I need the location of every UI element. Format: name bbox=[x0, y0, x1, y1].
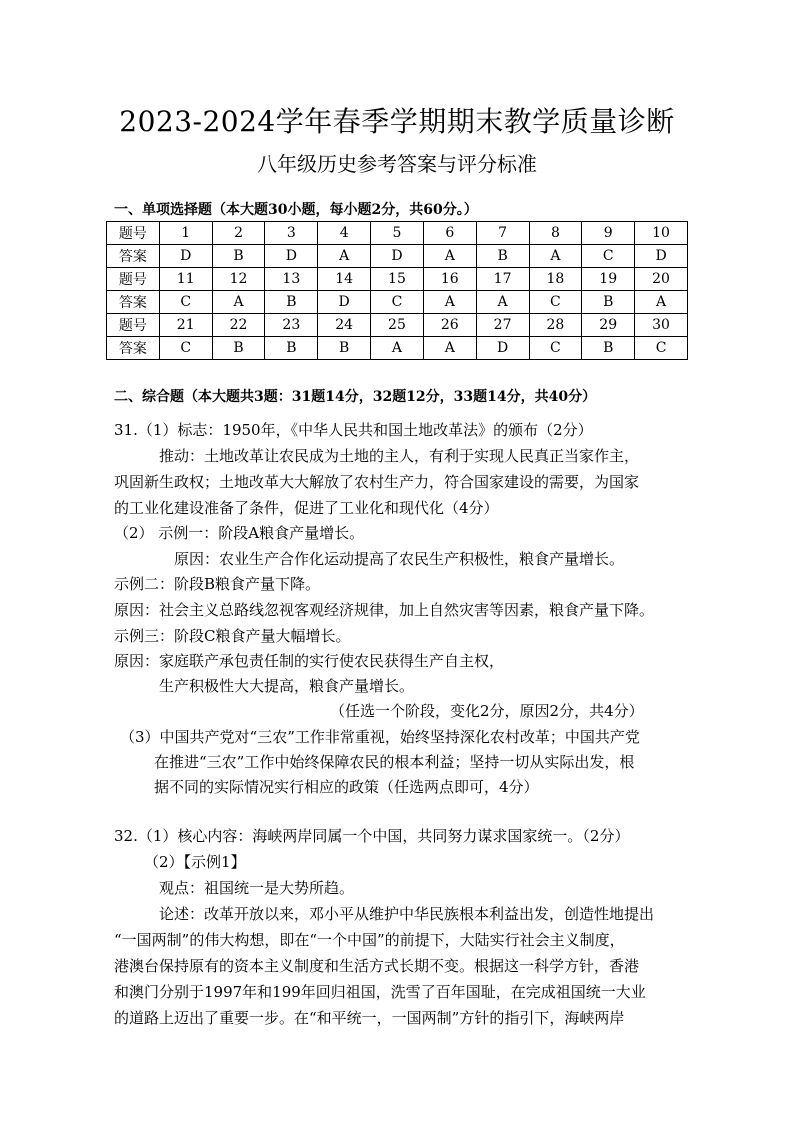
table-cell: 8 bbox=[529, 222, 582, 245]
table-cell: 5 bbox=[371, 222, 424, 245]
table-cell: 20 bbox=[635, 268, 688, 291]
table-cell: C bbox=[529, 291, 582, 314]
table-cell: C bbox=[159, 291, 212, 314]
table-cell: B bbox=[212, 245, 265, 268]
table-cell: 28 bbox=[529, 314, 582, 337]
table-cell: C bbox=[635, 337, 688, 360]
table-cell: B bbox=[582, 337, 635, 360]
table-cell: A bbox=[476, 291, 529, 314]
table-cell: D bbox=[476, 337, 529, 360]
table-cell: D bbox=[265, 245, 318, 268]
table-cell: 18 bbox=[529, 268, 582, 291]
answer-row bbox=[107, 245, 688, 268]
table-cell: 14 bbox=[318, 268, 371, 291]
table-cell: C bbox=[582, 245, 635, 268]
answer-line: 巩固新生政权；土地改革大大解放了农村生产力，符合国家建设的需要，为国家 bbox=[114, 473, 640, 491]
table-cell: 24 bbox=[318, 314, 371, 337]
section-2-heading: 二、综合题（本大题共3题：31题14分，32题12分，33题14分，共40分） bbox=[114, 389, 597, 405]
table-cell: 15 bbox=[371, 268, 424, 291]
table-cell: A bbox=[529, 245, 582, 268]
answer-line: 的工业化建设准备了条件，促进了工业化和现代化（4分） bbox=[114, 499, 499, 517]
q31-part1-line: 31.（1）标志：1950年，《中华人民共和国土地改革法》的颁布（2分） bbox=[114, 421, 593, 439]
table-cell: C bbox=[529, 337, 582, 360]
answer-line: 生产积极性大大提高，粮食产量增长。 bbox=[159, 677, 415, 695]
answer-line: 观点：祖国统一是大势所趋。 bbox=[159, 879, 355, 897]
table-cell: 27 bbox=[476, 314, 529, 337]
q32-part1-line: 32.（1）核心内容：海峡两岸同属一个中国，共同努力谋求国家统一。（2分） bbox=[114, 827, 630, 845]
table-cell: 22 bbox=[212, 314, 265, 337]
table-cell: B bbox=[265, 337, 318, 360]
answer-line: 原因：农业生产合作化运动提高了农民生产积极性，粮食产量增长。 bbox=[174, 550, 625, 568]
table-cell: 21 bbox=[159, 314, 212, 337]
answer-line: 原因：家庭联产承包责任制的实行使农民获得生产自主权， bbox=[114, 652, 505, 670]
answer-line: 原因：社会主义总路线忽视客观经济规律，加上自然灾害等因素，粮食产量下降。 bbox=[114, 601, 655, 619]
table-cell: A bbox=[423, 337, 476, 360]
table-cell: A bbox=[423, 245, 476, 268]
table-cell: B bbox=[318, 337, 371, 360]
table-cell: 17 bbox=[476, 268, 529, 291]
table-cell: 29 bbox=[582, 314, 635, 337]
q31-part2-line: （2） 示例一：阶段A粮食产量增长。 bbox=[114, 524, 365, 542]
answer-line: 论述：改革开放以来，邓小平从维护中华民族根本利益出发，创造性地提出 bbox=[159, 905, 655, 923]
answer-line: 示例三：阶段C粮食产量大幅增长。 bbox=[114, 627, 351, 645]
q31-part3-line: （3）中国共产党对“三农”工作非常重视，始终坚持深化农村改革；中国共产党 bbox=[120, 728, 640, 746]
row-header-cell: 题号 bbox=[107, 222, 160, 245]
answer-table bbox=[106, 221, 688, 360]
table-cell: 12 bbox=[212, 268, 265, 291]
table-cell: 9 bbox=[582, 222, 635, 245]
table-cell: D bbox=[159, 245, 212, 268]
answer-line: 据不同的实际情况实行相应的政策（任选两点即可，4分） bbox=[154, 778, 539, 796]
answer-line: 的道路上迈出了重要一步。在“和平统一，一国两制”方针的指引下，海峡两岸 bbox=[114, 1009, 625, 1027]
table-cell: A bbox=[318, 245, 371, 268]
table-cell: 1 bbox=[159, 222, 212, 245]
table-cell: 2 bbox=[212, 222, 265, 245]
table-cell: 11 bbox=[159, 268, 212, 291]
table-cell: C bbox=[371, 291, 424, 314]
table-cell: 30 bbox=[635, 314, 688, 337]
table-cell: 7 bbox=[476, 222, 529, 245]
page-title: 2023-2024学年春季学期期末教学质量诊断 bbox=[119, 105, 675, 138]
table-cell: A bbox=[635, 291, 688, 314]
table-cell: A bbox=[423, 291, 476, 314]
answer-row bbox=[107, 337, 688, 360]
table-cell: 4 bbox=[318, 222, 371, 245]
answer-line: 推动：土地改革让农民成为土地的主人，有利于实现人民真正当家作主， bbox=[159, 447, 640, 465]
table-cell: D bbox=[635, 245, 688, 268]
page-subtitle: 八年级历史参考答案与评分标准 bbox=[257, 152, 537, 176]
table-cell: 16 bbox=[423, 268, 476, 291]
answer-line: 在推进“三农”工作中始终保障农民的根本利益；坚持一切从实际出发，根 bbox=[154, 753, 635, 771]
table-cell: 3 bbox=[265, 222, 318, 245]
question-number-row bbox=[107, 268, 688, 291]
answer-line: 示例二：阶段B粮食产量下降。 bbox=[114, 575, 321, 593]
answer-line: 和澳门分别于1997年和199年回归祖国，洗雪了百年国耻，在完成祖国统一大业 bbox=[114, 983, 646, 1001]
answer-line: “一国两制”的伟大构想，即在“一个中国”的前提下，大陆实行社会主义制度， bbox=[114, 931, 625, 949]
section-1-heading: 一、单项选择题（本大题30小题，每小题2分，共60分。） bbox=[114, 202, 478, 218]
table-cell: C bbox=[159, 337, 212, 360]
question-number-row bbox=[107, 222, 688, 245]
table-cell: 26 bbox=[423, 314, 476, 337]
table-cell: B bbox=[476, 245, 529, 268]
table-cell: B bbox=[582, 291, 635, 314]
row-header-cell: 题号 bbox=[107, 268, 160, 291]
table-cell: D bbox=[318, 291, 371, 314]
table-cell: D bbox=[371, 245, 424, 268]
table-cell: 23 bbox=[265, 314, 318, 337]
table-cell: A bbox=[371, 337, 424, 360]
answer-row bbox=[107, 291, 688, 314]
row-header-cell: 答案 bbox=[107, 245, 160, 268]
row-header-cell: 答案 bbox=[107, 337, 160, 360]
row-header-cell: 答案 bbox=[107, 291, 160, 314]
table-cell: 6 bbox=[423, 222, 476, 245]
table-cell: B bbox=[265, 291, 318, 314]
scoring-note: （任选一个阶段，变化2分，原因2分，共4分） bbox=[330, 702, 644, 720]
table-cell: B bbox=[212, 337, 265, 360]
table-cell: A bbox=[212, 291, 265, 314]
table-cell: 10 bbox=[635, 222, 688, 245]
question-number-row bbox=[107, 314, 688, 337]
table-cell: 25 bbox=[371, 314, 424, 337]
answer-line: 港澳台保持原有的资本主义制度和生活方式长期不变。根据这一科学方针，香港 bbox=[114, 957, 640, 975]
q32-part2-line: （2）【示例1】 bbox=[144, 853, 246, 871]
table-cell: 13 bbox=[265, 268, 318, 291]
row-header-cell: 题号 bbox=[107, 314, 160, 337]
table-cell: 19 bbox=[582, 268, 635, 291]
